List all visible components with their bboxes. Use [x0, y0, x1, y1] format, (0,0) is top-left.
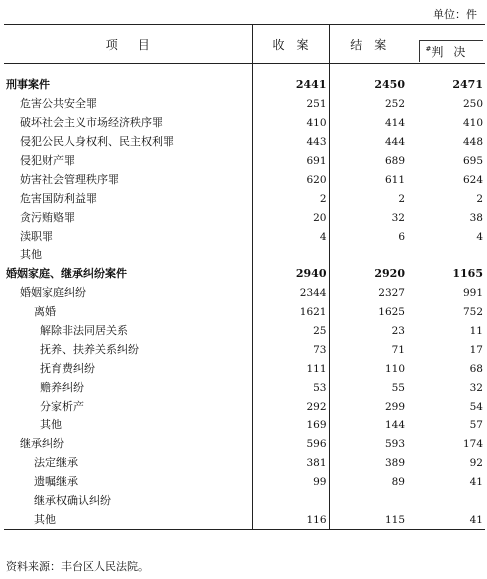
- table-row: [4, 208, 485, 227]
- row-received: 53: [252, 378, 329, 397]
- table-row: [4, 416, 485, 435]
- row-closed: 299: [329, 397, 407, 416]
- row-received: 620: [252, 170, 329, 189]
- row-closed: 32: [329, 208, 407, 227]
- row-received: 2: [252, 189, 329, 208]
- row-received: 73: [252, 340, 329, 359]
- spacer-row: [4, 64, 485, 77]
- row-closed: 110: [329, 359, 407, 378]
- row-closed: 89: [329, 473, 407, 492]
- table-row: [4, 170, 485, 189]
- row-closed: 1625: [329, 303, 407, 322]
- table-row: [4, 359, 485, 378]
- row-received: 2441: [252, 76, 329, 95]
- court-cases-table: [4, 24, 485, 530]
- table-row: [4, 397, 485, 416]
- row-verdict: 54: [469, 400, 483, 413]
- row-received: 691: [252, 152, 329, 171]
- row-received: 443: [252, 133, 329, 152]
- header-closed: 结案: [329, 25, 407, 64]
- row-closed: 689: [329, 152, 407, 171]
- row-label: 贪污贿赂罪: [20, 210, 75, 224]
- table-row: [4, 246, 485, 265]
- table-row: [4, 340, 485, 359]
- row-closed: 593: [329, 435, 407, 454]
- row-verdict: 2471: [452, 78, 483, 92]
- row-closed: 2920: [329, 265, 407, 284]
- row-verdict: 991: [462, 287, 483, 300]
- header-verdict: 判决: [431, 45, 476, 59]
- row-label: 法定继承: [34, 456, 78, 470]
- header-verdict-prefix: #: [425, 45, 432, 53]
- row-label: 侵犯公民人身权利、民主权利罪: [20, 135, 174, 149]
- table-row: [4, 265, 485, 284]
- row-received: 410: [252, 114, 329, 133]
- row-closed: [329, 246, 407, 265]
- row-verdict: 4: [476, 230, 483, 243]
- table-row: [4, 510, 485, 529]
- table-row: [4, 152, 485, 171]
- row-verdict: 695: [462, 155, 483, 167]
- row-closed: 2327: [329, 284, 407, 303]
- row-received: 596: [252, 435, 329, 454]
- table-header-row: [4, 25, 485, 64]
- row-verdict: 624: [462, 173, 483, 186]
- row-verdict: [407, 492, 485, 511]
- row-received: 1621: [252, 303, 329, 322]
- row-verdict: 11: [469, 325, 483, 338]
- row-received: 99: [252, 473, 329, 492]
- unit-label: 单位：件: [433, 8, 477, 21]
- row-label: 继承纠纷: [20, 437, 64, 451]
- row-label: 其他: [4, 510, 252, 529]
- row-label: 离婚: [34, 305, 56, 319]
- source-note: 资料来源：丰台区人民法院。: [6, 560, 149, 573]
- table-row: [4, 435, 485, 454]
- row-closed: 71: [329, 340, 407, 359]
- row-label: 继承权确认纠纷: [34, 494, 111, 508]
- row-label: 抚育费纠纷: [40, 361, 95, 375]
- row-received: 169: [252, 416, 329, 435]
- table-row: [4, 284, 485, 303]
- row-label: 解除非法同居关系: [40, 324, 128, 338]
- row-label: 危害国防利益罪: [20, 191, 97, 205]
- row-closed: 2450: [329, 76, 407, 95]
- statistics-table-container: [4, 0, 485, 579]
- row-closed: 444: [329, 133, 407, 152]
- row-closed: 115: [329, 510, 407, 529]
- header-received: 收案: [252, 25, 329, 64]
- row-verdict: [407, 246, 485, 265]
- row-label: 其他: [40, 418, 62, 432]
- row-received: 20: [252, 208, 329, 227]
- row-verdict: 41: [407, 510, 485, 529]
- table-row: [4, 76, 485, 95]
- row-label: 刑事案件: [6, 78, 50, 92]
- row-verdict: 752: [462, 306, 483, 319]
- row-closed: 55: [329, 378, 407, 397]
- row-verdict: 68: [469, 362, 483, 375]
- table-row: [4, 114, 485, 133]
- row-received: 251: [252, 95, 329, 114]
- row-closed: 389: [329, 454, 407, 473]
- row-received: [252, 492, 329, 511]
- row-closed: 23: [329, 322, 407, 341]
- row-received: 292: [252, 397, 329, 416]
- row-label: 抚养、扶养关系纠纷: [40, 342, 139, 356]
- table-row: [4, 454, 485, 473]
- table-row: [4, 95, 485, 114]
- table-row: [4, 322, 485, 341]
- row-verdict: 57: [469, 419, 483, 432]
- row-received: 381: [252, 454, 329, 473]
- row-received: 116: [252, 510, 329, 529]
- table-row: [4, 473, 485, 492]
- row-verdict: 448: [462, 136, 483, 149]
- header-verdict-box: [419, 40, 484, 62]
- table-row: [4, 133, 485, 152]
- row-received: 4: [252, 227, 329, 246]
- row-verdict: 92: [469, 457, 483, 470]
- row-closed: 611: [329, 170, 407, 189]
- row-verdict: 17: [469, 343, 483, 356]
- row-closed: 144: [329, 416, 407, 435]
- row-label: 婚姻家庭、继承纠纷案件: [6, 267, 127, 281]
- table-row: [4, 189, 485, 208]
- row-received: 25: [252, 322, 329, 341]
- row-label: 危害公共安全罪: [20, 97, 97, 111]
- row-closed: 2: [329, 189, 407, 208]
- row-label: 渎职罪: [20, 229, 53, 243]
- row-label: 妨害社会管理秩序罪: [20, 172, 119, 186]
- row-label: 其他: [20, 248, 42, 262]
- row-label: 赡养纠纷: [40, 380, 84, 394]
- row-closed: [329, 492, 407, 511]
- table-row: [4, 303, 485, 322]
- row-verdict: 1165: [452, 267, 483, 281]
- header-item: 项目: [4, 25, 252, 64]
- row-verdict: 250: [462, 98, 483, 111]
- row-label: 婚姻家庭纠纷: [20, 286, 86, 300]
- header-verdict-cell: [407, 25, 485, 64]
- row-closed: 252: [329, 95, 407, 114]
- row-verdict: 174: [462, 438, 483, 451]
- row-closed: 6: [329, 227, 407, 246]
- row-label: 侵犯财产罪: [20, 154, 75, 167]
- row-label: 遗嘱继承: [34, 475, 78, 489]
- row-received: [252, 246, 329, 265]
- row-received: 2940: [252, 265, 329, 284]
- row-closed: 414: [329, 114, 407, 133]
- row-label: 分家析产: [40, 399, 84, 413]
- table-row: [4, 378, 485, 397]
- row-received: 111: [252, 359, 329, 378]
- table-row: [4, 227, 485, 246]
- row-verdict: 32: [469, 381, 483, 394]
- row-verdict: 41: [469, 476, 483, 489]
- row-label: 破坏社会主义市场经济秩序罪: [20, 116, 163, 130]
- table-row: [4, 492, 485, 511]
- row-received: 2344: [252, 284, 329, 303]
- row-verdict: 410: [462, 117, 483, 130]
- row-verdict: 2: [476, 192, 483, 205]
- row-verdict: 38: [469, 211, 483, 224]
